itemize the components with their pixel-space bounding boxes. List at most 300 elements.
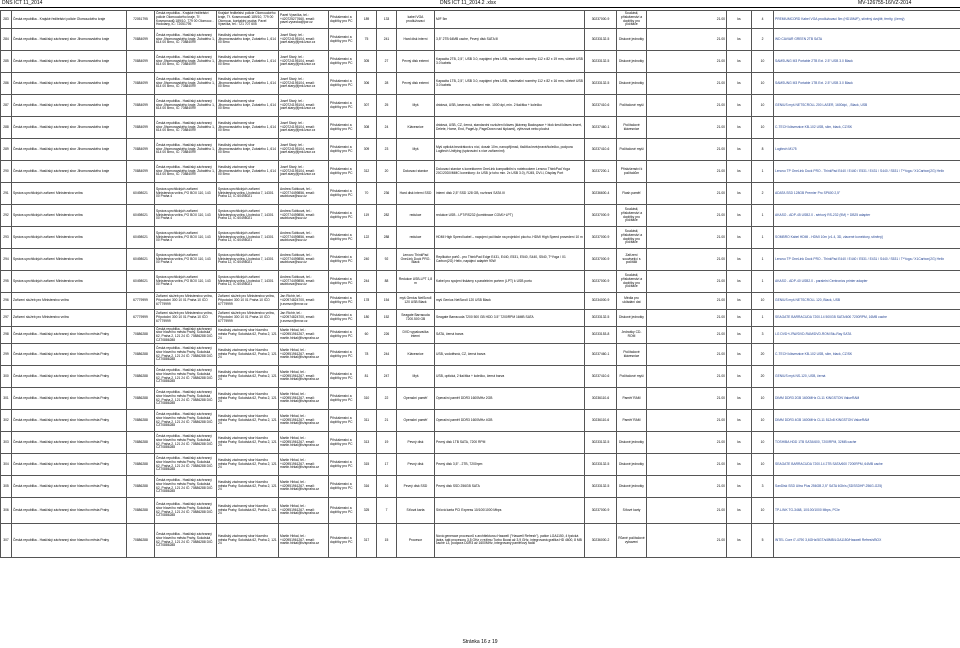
- position-cell: 28: [377, 73, 397, 95]
- position-cell: 17: [377, 454, 397, 476]
- offered-product-cell: GENIUS myš NETSCROLL 200 LASER, 1600dpi, , Black, USB: [774, 95, 960, 117]
- billing-address-cell: Česká republika - Hasičský záchranný sbor hlavního města Prahy, Sokolská 62, Praha 2, 121 24 IČ: 70886288 DIČ: CZ70886288: [155, 476, 217, 498]
- offered-product-cell: SOMBRO Kabel HDMI - HDMI 10m (v1.4, 3D, zlacené konektory, stíněný): [774, 227, 960, 249]
- unit-cell: ks: [727, 344, 752, 366]
- category-cell: Příslušenství a doplňky pro PC: [329, 476, 357, 498]
- unit-cell: ks: [727, 29, 752, 51]
- unit-cell: ks: [727, 498, 752, 524]
- item-number-cell: 178: [357, 293, 377, 310]
- delivery-address-cell: Zařízení služeb pro Ministerstvo vnitra, Přípotoční 300 10 01 Praha 10 IČO 67779999: [217, 310, 279, 327]
- unit-cell: ks: [727, 51, 752, 73]
- unit-cell: ks: [727, 205, 752, 227]
- cpv-name-cell: Součásti, příslušenství a doplňky pro počítače: [617, 271, 647, 293]
- category-cell: Příslušenství a doplňky pro PC: [329, 183, 357, 205]
- table-row: [1, 310, 960, 327]
- contact-cell: Josef Starý, tel.: +420724195104, email: josef.stary@jmk.izscr.cz: [279, 139, 329, 161]
- row-number: 301: [1, 388, 12, 410]
- contact-cell: Martin Hirkal, tel.: +420951961267, email: martin.hirkal@hzspraha.cz: [279, 388, 329, 410]
- ico-cell: 70886288: [127, 366, 155, 388]
- vat-cell: 21.00: [647, 410, 727, 432]
- delivery-address-cell: Správa uprchlických zařízení Ministerstva vnitra, Lhotecká 7, 14301 Praha 12, IČ 60498021: [217, 249, 279, 271]
- vat-cell: 21.00: [647, 498, 727, 524]
- category-cell: Příslušenství a doplňky pro PC: [329, 117, 357, 139]
- offered-product-cell: GENIUS myš NETSCROLL 120, Black, USB: [774, 293, 960, 310]
- item-name-cell: Procesor: [397, 524, 435, 558]
- cpv-code-cell: 30236110-6: [585, 410, 617, 432]
- description-cell: Pevný disk 3,5" - 2TB, 7200rpm: [435, 454, 585, 476]
- description-cell: redukce USB - LPT/RS232 (kombinace COM1+LPT): [435, 205, 585, 227]
- delivery-address-cell: Hasičský záchranný sbor Jihomoravského kraje, Zubatého 1, 614 00 Brno: [217, 139, 279, 161]
- delivery-address-cell: Hasičský záchranný sbor hlavního města Prahy, Sokolská 62, Praha 2, 121 24: [217, 498, 279, 524]
- vat-cell: 21.00: [647, 227, 727, 249]
- table-row: [1, 29, 960, 51]
- vat-cell: 21.00: [647, 183, 727, 205]
- vat-cell: 21.00: [647, 293, 727, 310]
- contact-cell: Martin Hirkal, tel.: +420951961267, email: martin.hirkal@hzspraha.cz: [279, 476, 329, 498]
- vat-cell: 21.00: [647, 388, 727, 410]
- table-row: [1, 454, 960, 476]
- quantity-cell: 10: [752, 293, 774, 310]
- item-name-cell: kabel VGA prodlužovací: [397, 11, 435, 29]
- table-row: [1, 51, 960, 73]
- vat-cell: 21.00: [647, 11, 727, 29]
- category-cell: Příslušenství a doplňky pro PC: [329, 293, 357, 310]
- delivery-address-cell: Hasičský záchranný sbor hlavního města Prahy, Sokolská 62, Praha 2, 121 24: [217, 366, 279, 388]
- row-number: 283: [1, 11, 12, 29]
- row-number: 291: [1, 183, 12, 205]
- row-number: 285: [1, 51, 12, 73]
- quantity-cell: 10: [752, 410, 774, 432]
- organization-cell: Česká republika - Hasičský záchranný sbor Jihomoravského kraje: [12, 51, 127, 73]
- unit-cell: ks: [727, 227, 752, 249]
- position-cell: 92: [377, 249, 397, 271]
- organization-cell: Česká republika - Hasičský záchranný sbor hlavního města Prahy: [12, 410, 127, 432]
- billing-address-cell: Správa uprchlických zařízení Ministerstva vnitra, PO BOX 110, 143 00 Praha 4: [155, 271, 217, 293]
- position-cell: 16: [377, 476, 397, 498]
- delivery-address-cell: Hasičský záchranný sbor Jihomoravského kraje, Zubatého 1, 614 00 Brno: [217, 73, 279, 95]
- category-cell: Příslušenství a doplňky pro PC: [329, 388, 357, 410]
- contact-cell: Andrea Sobková, tel.: +420774499856, email: asobkova@suz.cz: [279, 249, 329, 271]
- position-cell: 236: [377, 183, 397, 205]
- cpv-name-cell: Síťové karty: [617, 498, 647, 524]
- description-cell: drátová, USB, CZ, černá, standardní rozložení kláves (klávesy Backspace + blok šesti kláves Insert, Delete, Home, End, PageUp, PageDown nad šipkami), výřezová nebo plochá: [435, 117, 585, 139]
- item-number-cell: 315: [357, 454, 377, 476]
- page-footer: Stránka 16 z 19: [462, 639, 498, 645]
- cpv-name-cell: Diskové jednotky: [617, 432, 647, 454]
- ico-cell: 70886288: [127, 498, 155, 524]
- vat-cell: 21.00: [647, 344, 727, 366]
- cpv-name-cell: Diskové jednotky: [617, 73, 647, 95]
- table-row: [1, 139, 960, 161]
- cpv-code-cell: 30233132-5: [585, 432, 617, 454]
- ico-cell: 70886288: [127, 388, 155, 410]
- delivery-address-cell: Správa uprchlických zařízení Ministerstva vnitra, Lhotecká 7, 14301 Praha 12, IČ 60498021: [217, 271, 279, 293]
- item-number-cell: 70: [357, 183, 377, 205]
- item-number-cell: 122: [357, 227, 377, 249]
- category-cell: Příslušenství a doplňky pro PC: [329, 139, 357, 161]
- item-name-cell: Klávesnice: [397, 117, 435, 139]
- ico-cell: 67779999: [127, 310, 155, 327]
- cpv-name-cell: Zařízení související s počítači: [617, 249, 647, 271]
- description-cell: USB, vodotěsná, CZ, černá barva: [435, 344, 585, 366]
- billing-address-cell: Česká republika - Hasičský záchranný sbor Jihomoravského kraje, Zubatého 1, 614 00 Brno, IČ: 70884099: [155, 117, 217, 139]
- category-cell: Příslušenství a doplňky pro PC: [329, 454, 357, 476]
- cpv-name-cell: Diskové jednotky: [617, 29, 647, 51]
- table-row: [1, 327, 960, 344]
- billing-address-cell: Česká republika - Hasičský záchranný sbor hlavního města Prahy, Sokolská 62, Praha 2, 121 24 IČ: 70886288 DIČ: CZ70886288: [155, 388, 217, 410]
- ico-cell: 70884099: [127, 95, 155, 117]
- billing-address-cell: Správa uprchlických zařízení Ministerstva vnitra, PO BOX 110, 143 00 Praha 4: [155, 227, 217, 249]
- contact-cell: Martin Hirkal, tel.: +420951961267, email: martin.hirkal@hzspraha.cz: [279, 344, 329, 366]
- cpv-code-cell: 30237460-1: [585, 117, 617, 139]
- organization-cell: Česká republika - Hasičský záchranný sbor hlavního města Prahy: [12, 476, 127, 498]
- row-number: 305: [1, 476, 12, 498]
- billing-address-cell: Česká republika - Hasičský záchranný sbor Jihomoravského kraje, Zubatého 1, 614 00 Brno, IČ: 70884099: [155, 29, 217, 51]
- cpv-name-cell: Jednotky CD-ROM: [617, 327, 647, 344]
- table-row: [1, 161, 960, 183]
- offered-product-cell: SAMSUNG M3 Portable 2TB Ext. 2.5" USB 3.0 Black: [774, 51, 960, 73]
- vat-cell: 21.00: [647, 432, 727, 454]
- cpv-name-cell: Diskové jednotky: [617, 51, 647, 73]
- cpv-name-cell: Paměť RAM: [617, 410, 647, 432]
- item-name-cell: Myš: [397, 139, 435, 161]
- category-cell: Příslušenství a doplňky pro PC: [329, 29, 357, 51]
- item-name-cell: redukce: [397, 227, 435, 249]
- offered-product-cell: SanDisk SSD Ultra Plus 256GB 2,5" SATA 6Gb/s (SDSSDHP-256G-G25): [774, 476, 960, 498]
- table-row: [1, 476, 960, 498]
- table-row: [1, 249, 960, 271]
- row-number: 297: [1, 310, 12, 327]
- item-name-cell: Síťová karta: [397, 498, 435, 524]
- vat-cell: 21.00: [647, 366, 727, 388]
- quantity-cell: 1: [752, 271, 774, 293]
- row-number: 303: [1, 432, 12, 454]
- table-row: [1, 11, 960, 29]
- billing-address-cell: Správa uprchlických zařízení Ministerstva vnitra, PO BOX 110, 143 00 Praha 4: [155, 205, 217, 227]
- unit-cell: ks: [727, 11, 752, 29]
- offered-product-cell: Lenovo TP OneLink Dock PRO - ThinkPad E440 / E440 / E531 / E431 / S440 / S531 / T*Yoga / X1Carbon(2G) Helix: [774, 161, 960, 183]
- row-number: 306: [1, 498, 12, 524]
- delivery-address-cell: Hasičský záchranný sbor hlavního města Prahy, Sokolská 62, Praha 2, 121 24: [217, 524, 279, 558]
- row-number: 307: [1, 524, 12, 558]
- description-cell: SATA, černá barva: [435, 327, 585, 344]
- cpv-code-cell: 30233132-5: [585, 310, 617, 327]
- quantity-cell: 1: [752, 227, 774, 249]
- description-cell: Replikátor portů - pro ThinkPad Edge E431, E440, E531, E540, S440, S540, T*Yoga / X1 Carbon(2G) Helix, napájecí adaptér 90W: [435, 249, 585, 271]
- contact-cell: Martin Hirkal, tel.: +420951961267, email: martin.hirkal@hzspraha.cz: [279, 454, 329, 476]
- category-cell: Příslušenství a doplňky pro PC: [329, 205, 357, 227]
- unit-cell: ks: [727, 410, 752, 432]
- position-cell: 25: [377, 95, 397, 117]
- unit-cell: ks: [727, 327, 752, 344]
- item-number-cell: 317: [357, 524, 377, 558]
- position-cell: 19: [377, 432, 397, 454]
- organization-cell: Česká republika - Hasičský záchranný sbor hlavního města Prahy: [12, 388, 127, 410]
- contact-cell: Josef Starý, tel.: +420724195104, email: josef.stary@jmk.izscr.cz: [279, 73, 329, 95]
- vat-cell: 21.00: [647, 73, 727, 95]
- offered-product-cell: SAMSUNG M3 Portable 1TB Ext. 2.5" USB 3.0 Black: [774, 73, 960, 95]
- vat-cell: 21.00: [647, 310, 727, 327]
- contact-cell: Martin Hirkal, tel.: +420951961267, email: martin.hirkal@hzspraha.cz: [279, 410, 329, 432]
- cpv-code-cell: 30233132-5: [585, 73, 617, 95]
- category-cell: Příslušenství a doplňky pro PC: [329, 227, 357, 249]
- cpv-code-cell: 30237200-1: [585, 161, 617, 183]
- cpv-name-cell: Paměť RAM: [617, 388, 647, 410]
- cpv-name-cell: Součásti, příslušenství a doplňky pro počítače: [617, 227, 647, 249]
- unit-cell: ks: [727, 249, 752, 271]
- header-left: DNS ICT 11_2014: [2, 0, 43, 6]
- billing-address-cell: Česká republika - Hasičský záchranný sbor hlavního města Prahy, Sokolská 62, Praha 2, 121 24 IČ: 70886288 DIČ: CZ70886288: [155, 454, 217, 476]
- offered-product-cell: AKASO - ADP-40 USB2.0 - paralelní Centronics printer adapter: [774, 271, 960, 293]
- vat-cell: 21.00: [647, 249, 727, 271]
- delivery-address-cell: Správa uprchlických zařízení Ministerstva vnitra, Lhotecká 7, 14301 Praha 12, IČ 60498021: [217, 227, 279, 249]
- category-cell: Příslušenství a doplňky pro PC: [329, 432, 357, 454]
- contact-cell: Andrea Sobková, tel.: +420774499856, email: asobkova@suz.cz: [279, 205, 329, 227]
- delivery-address-cell: Hasičský záchranný sbor hlavního města Prahy, Sokolská 62, Praha 2, 121 24: [217, 432, 279, 454]
- billing-address-cell: Česká republika - Hasičský záchranný sbor Jihomoravského kraje, Zubatého 1, 614 00 Brno, IČ: 70884099: [155, 73, 217, 95]
- cpv-name-cell: Součásti, příslušenství a doplňky pro počítače: [617, 205, 647, 227]
- delivery-address-cell: Hasičský záchranný sbor hlavního města Prahy, Sokolská 62, Praha 2, 121 24: [217, 454, 279, 476]
- cpv-code-cell: 30236000-2: [585, 524, 617, 558]
- quantity-cell: 1: [752, 205, 774, 227]
- vat-cell: 21.00: [647, 205, 727, 227]
- position-cell: 20: [377, 161, 397, 183]
- description-cell: 3,5" 2TB 64MB cache, Pevný disk SATA III: [435, 29, 585, 51]
- delivery-address-cell: Zařízení služeb pro Ministerstvo vnitra, Přípotoční 300 10 01 Praha 10 IČO 67779999: [217, 293, 279, 310]
- cpv-code-cell: 30237410-6: [585, 366, 617, 388]
- item-number-cell: 325: [357, 498, 377, 524]
- row-number: 286: [1, 73, 12, 95]
- table-row: [1, 117, 960, 139]
- vat-cell: 21.00: [647, 29, 727, 51]
- ico-cell: 70884099: [127, 117, 155, 139]
- table-row: [1, 183, 960, 205]
- ico-cell: 60498021: [127, 205, 155, 227]
- contact-cell: Jan Richtr, tel.: +420974824700, email: jr.zsmvcr@mvcr.cz: [279, 293, 329, 310]
- cpv-code-cell: 30237000-9: [585, 227, 617, 249]
- item-name-cell: Klávesnice: [397, 344, 435, 366]
- contact-cell: Josef Starý, tel.: +420724195104, email: josef.stary@jmk.izscr.cz: [279, 117, 329, 139]
- table-row: [1, 227, 960, 249]
- description-cell: Operační paměť DDR3 1600MHz 4GB: [435, 410, 585, 432]
- quantity-cell: 10: [752, 432, 774, 454]
- table-row: [1, 498, 960, 524]
- cpv-name-cell: Flash paměť: [617, 183, 647, 205]
- delivery-address-cell: Hasičský záchranný sbor hlavního města Prahy, Sokolská 62, Praha 2, 121 24: [217, 344, 279, 366]
- description-cell: Nová generace procesorů s architekturou Haswell ("Haswell Refresh"), patice LGA1150, 4 fyzická jádra, takt procesoru 3,5 GHz v režimu Turbo Boost až 3,9 GHz, integrovaná grafika HD 4600, 8 MB cache L3, podpora DDR3 až 1600MHz, integrovaný paměťový řadič: [435, 524, 585, 558]
- organization-cell: Česká republika - Hasičský záchranný sbor Jihomoravského kraje: [12, 117, 127, 139]
- organization-cell: Česká republika - Hasičský záchranný sbor hlavního města Prahy: [12, 344, 127, 366]
- organization-cell: Česká republika - Krajské ředitelství policie Olomouckého kraje: [12, 11, 127, 29]
- item-name-cell: Hard disk interní SSD: [397, 183, 435, 205]
- offered-product-cell: WD CAVIAR GREEN 2TB SATA: [774, 29, 960, 51]
- item-number-cell: 119: [357, 205, 377, 227]
- organization-cell: Česká republika - Hasičský záchranný sbor Jihomoravského kraje: [12, 29, 127, 51]
- contact-cell: Martin Hirkal, tel.: +420951961267, email: martin.hirkal@hzspraha.cz: [279, 366, 329, 388]
- category-cell: Příslušenství a doplňky pro PC: [329, 73, 357, 95]
- ico-cell: 60498021: [127, 183, 155, 205]
- organization-cell: Správa uprchlických zařízení Ministerstva vnitra: [12, 183, 127, 205]
- row-number: 302: [1, 410, 12, 432]
- cpv-name-cell: Součásti, příslušenství a doplňky pro počítače: [617, 11, 647, 29]
- offered-product-cell: DIMM DDR3 2GB 1600MHz CL11 KINGSTON ValueRAM: [774, 388, 960, 410]
- item-name-cell: Hard disk interní: [397, 29, 435, 51]
- offered-product-cell: PREMIUMCORD Kabel VGA prodlužovací 5m (HD15M/F), stíněný dvojitě, ferrity, (černý): [774, 11, 960, 29]
- quantity-cell: 3: [752, 476, 774, 498]
- organization-cell: Česká republika - Hasičský záchranný sbor Jihomoravského kraje: [12, 73, 127, 95]
- item-number-cell: 244: [357, 271, 377, 293]
- cpv-name-cell: Počítačové myši: [617, 366, 647, 388]
- position-cell: 15: [377, 524, 397, 558]
- unit-cell: ks: [727, 524, 752, 558]
- delivery-address-cell: Hasičský záchranný sbor hlavního města Prahy, Sokolská 62, Praha 2, 121 24: [217, 410, 279, 432]
- description-cell: HDMI High Speed kabel – napojení počítače na projekční plochu. HDMI High Speed provedení 10 m: [435, 227, 585, 249]
- contact-cell: Martin Hirkal, tel.: +420951961267, email: martin.hirkal@hzspraha.cz: [279, 524, 329, 558]
- ico-cell: 70886288: [127, 454, 155, 476]
- table-row: [1, 293, 960, 310]
- contact-cell: Josef Starý, tel.: +420724195104, email: josef.stary@jmk.izscr.cz: [279, 95, 329, 117]
- row-number: 299: [1, 344, 12, 366]
- cpv-code-cell: 30233132-5: [585, 454, 617, 476]
- contact-cell: Andrea Sobková, tel.: +420774499856, email: asobkova@suz.cz: [279, 183, 329, 205]
- category-cell: Příslušenství a doplňky pro PC: [329, 524, 357, 558]
- unit-cell: ks: [727, 95, 752, 117]
- unit-cell: ks: [727, 73, 752, 95]
- item-number-cell: 75: [357, 29, 377, 51]
- contact-cell: Andrea Sobková, tel.: +420774499856, email: asobkova@suz.cz: [279, 271, 329, 293]
- ico-cell: 60498021: [127, 249, 155, 271]
- organization-cell: Česká republika - Hasičský záchranný sbor Jihomoravského kraje: [12, 161, 127, 183]
- unit-cell: ks: [727, 432, 752, 454]
- organization-cell: Česká republika - Hasičský záchranný sbor hlavního města Prahy: [12, 327, 127, 344]
- unit-cell: ks: [727, 454, 752, 476]
- offered-product-cell: TP-LINK TG-3468, 10/100/1000 Mbps, PCIe: [774, 498, 960, 524]
- item-name-cell: Seagate Barracuda 7200.500 GB: [397, 310, 435, 327]
- offered-product-cell: LG DVD+/-RW/DVD-RAM/DVD-ROM Blu-Ray SATA: [774, 327, 960, 344]
- position-cell: 133: [377, 11, 397, 29]
- position-cell: 244: [377, 344, 397, 366]
- description-cell: Kapacita 2TB, 2,5", USB 3.0, napájení přes USB, maximální rozměry 112 x 82 x 19 mm, včetně USB 3.0 kabelu: [435, 51, 585, 73]
- organization-cell: Zařízení služeb pro Ministerstvo vnitra: [12, 310, 127, 327]
- description-cell: Operační paměť DDR3 1600MHz 2GB: [435, 388, 585, 410]
- ico-cell: 70884099: [127, 161, 155, 183]
- organization-cell: Správa uprchlických zařízení Ministerstva vnitra: [12, 227, 127, 249]
- contact-cell: Jan Richtr, tel.: +420974824700, email: jr.zsmvcr@mvcr.cz: [279, 310, 329, 327]
- quantity-cell: 4: [752, 11, 774, 29]
- organization-cell: Česká republika - Hasičský záchranný sbor hlavního města Prahy: [12, 454, 127, 476]
- organization-cell: Česká republika - Hasičský záchranný sbor hlavního města Prahy: [12, 498, 127, 524]
- cpv-code-cell: 30237410-6: [585, 95, 617, 117]
- description-cell: Seagate Barracuda 7200 500 GB HDD 3.5" 7200RPM 16MB SATA: [435, 310, 585, 327]
- billing-address-cell: Správa uprchlických zařízení Ministerstva vnitra, PO BOX 110, 143 00 Praha 4: [155, 183, 217, 205]
- delivery-address-cell: Hasičský záchranný sbor Jihomoravského kraje, Zubatého 1, 614 00 Brno: [217, 117, 279, 139]
- position-cell: 241: [377, 29, 397, 51]
- cpv-name-cell: Počítačové klávesnice: [617, 344, 647, 366]
- billing-address-cell: Česká republika - Hasičský záchranný sbor hlavního města Prahy, Sokolská 62, Praha 2, 121 24 IČ: 70886288 DIČ: CZ70886288: [155, 524, 217, 558]
- row-number: 296: [1, 293, 12, 310]
- item-name-cell: redukce: [397, 205, 435, 227]
- vat-cell: 21.00: [647, 454, 727, 476]
- cpv-code-cell: 30237000-9: [585, 249, 617, 271]
- item-number-cell: 309: [357, 139, 377, 161]
- row-number: 290: [1, 161, 12, 183]
- item-number-cell: 311: [357, 410, 377, 432]
- item-name-cell: Dokovací stanice: [397, 161, 435, 183]
- item-number-cell: 78: [357, 344, 377, 366]
- unit-cell: ks: [727, 117, 752, 139]
- row-number: 292: [1, 205, 12, 227]
- position-cell: 27: [377, 51, 397, 73]
- item-name-cell: Pevný disk: [397, 454, 435, 476]
- row-number: 289: [1, 139, 12, 161]
- ico-cell: 70884099: [127, 29, 155, 51]
- quantity-cell: 20: [752, 344, 774, 366]
- billing-address-cell: Česká republika - Krajské ředitelství policie Olomouckého kraje, Tř. Kosmonautů 189/10, 779 00 Olomouc - Hodolany, IČ: 72051795: [155, 11, 217, 29]
- item-number-cell: 312: [357, 161, 377, 183]
- table-body: [1, 11, 960, 558]
- delivery-address-cell: Správa uprchlických zařízení Ministerstva vnitra, Lhotecká 7, 14301 Praha 12, IČ 60498021: [217, 183, 279, 205]
- offered-product-cell: DIMM DDR3 4GB 1600MHz CL11 512x8 KINGSTON ValueRAM: [774, 410, 960, 432]
- item-name-cell: Pevný disk externí: [397, 51, 435, 73]
- cpv-code-cell: 30237000-9: [585, 11, 617, 29]
- description-cell: interní disk 2,5" SSD 128 GB, rozhraní SATA III: [435, 183, 585, 205]
- billing-address-cell: Česká republika - Hasičský záchranný sbor Jihomoravského kraje, Zubatého 1, 614 00 Brno, IČ: 70884099: [155, 95, 217, 117]
- item-number-cell: 189: [357, 11, 377, 29]
- ico-cell: 70886288: [127, 476, 155, 498]
- ico-cell: 70884099: [127, 139, 155, 161]
- unit-cell: ks: [727, 293, 752, 310]
- cpv-name-cell: Média pro ukládání dat: [617, 293, 647, 310]
- position-cell: 21: [377, 410, 397, 432]
- table-row: [1, 432, 960, 454]
- vat-cell: 21.00: [647, 139, 727, 161]
- delivery-address-cell: Krajské ředitelství policie Olomouckého kraje, Tř. Kosmonautů 189/10, 779 00 Olomouc, kontaktní osoba: Pavel Vysečka, tel.: 721 707 605: [217, 11, 279, 29]
- category-cell: Příslušenství a doplňky pro PC: [329, 11, 357, 29]
- ico-cell: 72051795: [127, 11, 155, 29]
- offered-product-cell: C-TECH klávesnice KB-102 USB, slim, black, CZ/SK: [774, 117, 960, 139]
- header-title: DNS ICT 11_2014.2 .xlsx: [440, 0, 496, 6]
- vat-cell: 21.00: [647, 327, 727, 344]
- quantity-cell: 1: [752, 249, 774, 271]
- description-cell: Dokovací stanice s konektorem OneLink kompatibilní s notebookem Lenovo ThinkPad Yoga 20C/20D0/MMC konektory: 4x USB (z toho min. 2x USB 3.0), RJ45, DVI-I, Display Port: [435, 161, 585, 183]
- quantity-cell: 10: [752, 95, 774, 117]
- organization-cell: Správa uprchlických zařízení Ministerstva vnitra: [12, 249, 127, 271]
- quantity-cell: 10: [752, 388, 774, 410]
- item-number-cell: 240: [357, 249, 377, 271]
- organization-cell: Zařízení služeb pro Ministerstvo vnitra: [12, 293, 127, 310]
- ico-cell: 70886288: [127, 327, 155, 344]
- organization-cell: Česká republika - Hasičský záchranný sbor hlavního města Prahy: [12, 432, 127, 454]
- quantity-cell: 10: [752, 498, 774, 524]
- cpv-code-cell: 30233132-5: [585, 29, 617, 51]
- billing-address-cell: Česká republika - Hasičský záchranný sbor Jihomoravského kraje, Zubatého 1, 614 00 Brno, IČ: 70884099: [155, 139, 217, 161]
- cpv-code-cell: 30237410-6: [585, 139, 617, 161]
- billing-address-cell: Česká republika - Hasičský záchranný sbor hlavního města Prahy, Sokolská 62, Praha 2, 121 24 IČ: 70886288 DIČ: CZ70886288: [155, 432, 217, 454]
- table-row: [1, 344, 960, 366]
- item-name-cell: Pevný disk externí: [397, 73, 435, 95]
- vat-cell: 21.00: [647, 161, 727, 183]
- unit-cell: ks: [727, 161, 752, 183]
- item-number-cell: 316: [357, 476, 377, 498]
- contact-cell: Pavel Vysečka, tel.: +420725277660, email: pavel.vysecka@pcr.cz: [279, 11, 329, 29]
- position-cell: 23: [377, 139, 397, 161]
- table-row: [1, 524, 960, 558]
- item-name-cell: Lenovo ThinkPad OneLink Dock PRO-Black: [397, 249, 435, 271]
- cpv-code-cell: 30236110-6: [585, 388, 617, 410]
- page-header: [0, 0, 960, 10]
- offered-product-cell: C-TECH klávesnice KB-102 USB, slim, black, CZ/SK: [774, 344, 960, 366]
- vat-cell: 21.00: [647, 524, 727, 558]
